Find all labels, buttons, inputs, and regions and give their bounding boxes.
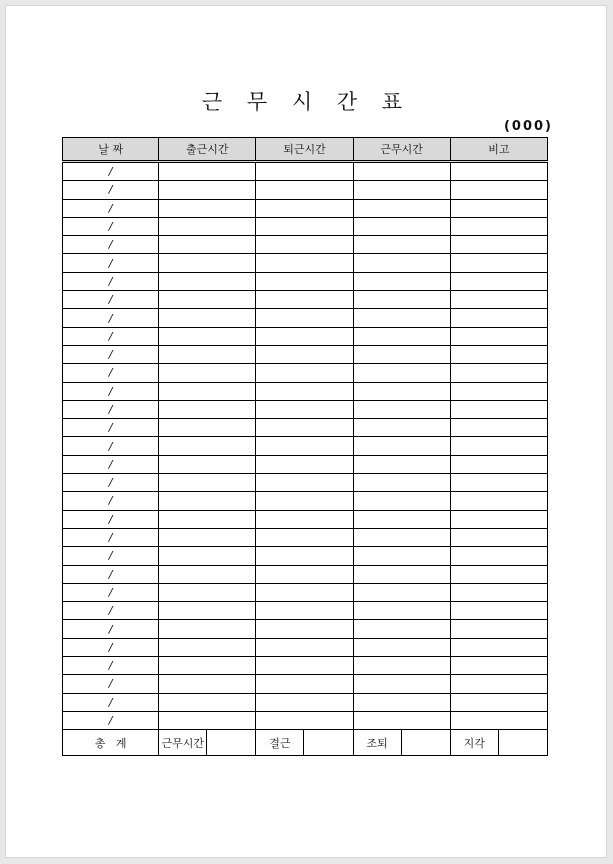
clock-in-cell[interactable] <box>159 199 256 217</box>
footer-row <box>63 730 548 756</box>
clock-in-cell[interactable] <box>159 309 256 327</box>
date-cell[interactable]: / <box>63 583 159 601</box>
clock-out-cell[interactable] <box>256 382 353 400</box>
date-cell[interactable]: / <box>63 492 159 510</box>
header-work-hours: 근무시간 <box>353 138 450 162</box>
remarks-cell[interactable] <box>450 419 547 437</box>
remarks-cell[interactable] <box>450 199 547 217</box>
header-clock-in: 출근시간 <box>159 138 256 162</box>
work-hours-cell[interactable] <box>353 711 450 729</box>
clock-out-cell[interactable] <box>256 675 353 693</box>
date-cell[interactable]: / <box>63 528 159 546</box>
work-hours-cell[interactable] <box>353 291 450 309</box>
clock-out-cell[interactable] <box>256 711 353 729</box>
remarks-cell[interactable] <box>450 547 547 565</box>
remarks-cell[interactable] <box>450 309 547 327</box>
clock-out-cell[interactable] <box>256 620 353 638</box>
table-row <box>63 419 548 437</box>
date-cell[interactable]: / <box>63 199 159 217</box>
remarks-cell[interactable] <box>450 602 547 620</box>
table-row <box>63 199 548 217</box>
remarks-cell[interactable] <box>450 400 547 418</box>
clock-in-cell[interactable] <box>159 583 256 601</box>
date-cell[interactable]: / <box>63 309 159 327</box>
work-hours-cell[interactable] <box>353 437 450 455</box>
footer-absence-value[interactable] <box>304 730 353 756</box>
work-hours-cell[interactable] <box>353 547 450 565</box>
date-cell[interactable]: / <box>63 217 159 235</box>
remarks-cell[interactable] <box>450 236 547 254</box>
table-row <box>63 327 548 345</box>
work-hours-cell[interactable] <box>353 327 450 345</box>
clock-in-cell[interactable] <box>159 327 256 345</box>
remarks-cell[interactable] <box>450 455 547 473</box>
table-row <box>63 711 548 729</box>
date-cell[interactable]: / <box>63 675 159 693</box>
clock-in-cell[interactable] <box>159 400 256 418</box>
remarks-cell[interactable] <box>450 657 547 675</box>
table-row <box>63 693 548 711</box>
date-cell[interactable]: / <box>63 419 159 437</box>
table-row <box>63 181 548 199</box>
table-row <box>63 657 548 675</box>
work-hours-cell[interactable] <box>353 364 450 382</box>
table-row <box>63 400 548 418</box>
clock-in-cell[interactable] <box>159 474 256 492</box>
clock-in-cell[interactable] <box>159 382 256 400</box>
remarks-cell[interactable] <box>450 510 547 528</box>
clock-in-cell[interactable] <box>159 254 256 272</box>
clock-in-cell[interactable] <box>159 236 256 254</box>
footer-early-leave-label: 조퇴 <box>353 730 401 756</box>
table-row <box>63 309 548 327</box>
table-row <box>63 583 548 601</box>
clock-out-cell[interactable] <box>256 400 353 418</box>
clock-out-cell[interactable] <box>256 547 353 565</box>
date-cell[interactable]: / <box>63 602 159 620</box>
table-row <box>63 620 548 638</box>
clock-out-cell[interactable] <box>256 181 353 199</box>
work-hours-cell[interactable] <box>353 272 450 290</box>
date-cell[interactable]: / <box>63 236 159 254</box>
date-cell[interactable]: / <box>63 437 159 455</box>
clock-out-cell[interactable] <box>256 309 353 327</box>
clock-in-cell[interactable] <box>159 510 256 528</box>
clock-out-cell[interactable] <box>256 638 353 656</box>
remarks-cell[interactable] <box>450 711 547 729</box>
table-row <box>63 291 548 309</box>
table-row <box>63 675 548 693</box>
table-row <box>63 474 548 492</box>
table-row <box>63 217 548 235</box>
clock-in-cell[interactable] <box>159 437 256 455</box>
date-cell[interactable]: / <box>63 510 159 528</box>
date-cell[interactable]: / <box>63 547 159 565</box>
clock-out-cell[interactable] <box>256 199 353 217</box>
table-row <box>63 254 548 272</box>
date-cell[interactable]: / <box>63 638 159 656</box>
clock-in-cell[interactable] <box>159 693 256 711</box>
work-hours-cell[interactable] <box>353 602 450 620</box>
clock-out-cell[interactable] <box>256 510 353 528</box>
remarks-cell[interactable] <box>450 675 547 693</box>
remarks-cell[interactable] <box>450 528 547 546</box>
work-hours-cell[interactable] <box>353 199 450 217</box>
footer-absence-label: 결근 <box>256 730 304 756</box>
date-cell[interactable]: / <box>63 327 159 345</box>
remarks-cell[interactable] <box>450 382 547 400</box>
work-hours-cell[interactable] <box>353 382 450 400</box>
work-hours-cell[interactable] <box>353 510 450 528</box>
clock-in-cell[interactable] <box>159 528 256 546</box>
work-hours-cell[interactable] <box>353 236 450 254</box>
table-row <box>63 236 548 254</box>
date-cell[interactable]: / <box>63 455 159 473</box>
clock-out-cell[interactable] <box>256 437 353 455</box>
page-title: 근 무 시 간 표 <box>201 90 412 114</box>
clock-out-cell[interactable] <box>256 565 353 583</box>
footer-late-label: 지각 <box>450 730 498 756</box>
work-hours-cell[interactable] <box>353 254 450 272</box>
table-row <box>63 638 548 656</box>
clock-in-cell[interactable] <box>159 291 256 309</box>
clock-in-cell[interactable] <box>159 181 256 199</box>
clock-in-cell[interactable] <box>159 547 256 565</box>
clock-in-cell[interactable] <box>159 492 256 510</box>
remarks-cell[interactable] <box>450 291 547 309</box>
work-hours-cell[interactable] <box>353 419 450 437</box>
header-date: 날 짜 <box>63 138 159 162</box>
remarks-cell[interactable] <box>450 181 547 199</box>
remarks-cell[interactable] <box>450 565 547 583</box>
clock-out-cell[interactable] <box>256 345 353 363</box>
remarks-cell[interactable] <box>450 437 547 455</box>
date-cell[interactable]: / <box>63 657 159 675</box>
table-row <box>63 162 548 181</box>
clock-out-cell[interactable] <box>256 602 353 620</box>
table-row <box>63 345 548 363</box>
work-hours-cell[interactable] <box>353 181 450 199</box>
footer-late-value[interactable] <box>498 730 547 756</box>
table-row <box>63 565 548 583</box>
clock-in-cell[interactable] <box>159 455 256 473</box>
clock-out-cell[interactable] <box>256 364 353 382</box>
date-cell[interactable]: / <box>63 272 159 290</box>
clock-out-cell[interactable] <box>256 419 353 437</box>
table-row <box>63 510 548 528</box>
remarks-cell[interactable] <box>450 492 547 510</box>
clock-in-cell[interactable] <box>159 565 256 583</box>
remarks-cell[interactable] <box>450 474 547 492</box>
date-cell[interactable]: / <box>63 382 159 400</box>
work-hours-cell[interactable] <box>353 309 450 327</box>
clock-out-cell[interactable] <box>256 291 353 309</box>
clock-out-cell[interactable] <box>256 583 353 601</box>
clock-in-cell[interactable] <box>159 711 256 729</box>
work-hours-cell[interactable] <box>353 657 450 675</box>
remarks-cell[interactable] <box>450 327 547 345</box>
work-hours-cell[interactable] <box>353 620 450 638</box>
footer-work-hours-label: 근무시간 <box>159 730 207 756</box>
clock-out-cell[interactable] <box>256 327 353 345</box>
clock-in-cell[interactable] <box>159 620 256 638</box>
table-row <box>63 547 548 565</box>
work-hours-cell[interactable] <box>353 638 450 656</box>
date-cell[interactable]: / <box>63 400 159 418</box>
remarks-cell[interactable] <box>450 345 547 363</box>
date-cell[interactable]: / <box>63 162 159 181</box>
work-hours-cell[interactable] <box>353 474 450 492</box>
table-row <box>63 455 548 473</box>
remarks-cell[interactable] <box>450 638 547 656</box>
footer-total-label: 총 계 <box>63 730 159 756</box>
work-hours-cell[interactable] <box>353 528 450 546</box>
clock-in-cell[interactable] <box>159 419 256 437</box>
clock-out-cell[interactable] <box>256 455 353 473</box>
document-code: (000) <box>503 119 553 134</box>
date-cell[interactable]: / <box>63 620 159 638</box>
table-row <box>63 528 548 546</box>
remarks-cell[interactable] <box>450 217 547 235</box>
clock-in-cell[interactable] <box>159 364 256 382</box>
footer-work-hours-value[interactable] <box>207 730 256 756</box>
clock-out-cell[interactable] <box>256 254 353 272</box>
table-row <box>63 492 548 510</box>
work-hours-cell[interactable] <box>353 675 450 693</box>
work-hours-cell[interactable] <box>353 455 450 473</box>
remarks-cell[interactable] <box>450 583 547 601</box>
table-row <box>63 437 548 455</box>
date-cell[interactable]: / <box>63 711 159 729</box>
clock-out-cell[interactable] <box>256 693 353 711</box>
remarks-cell[interactable] <box>450 272 547 290</box>
clock-in-cell[interactable] <box>159 272 256 290</box>
clock-out-cell[interactable] <box>256 162 353 181</box>
date-cell[interactable]: / <box>63 291 159 309</box>
date-cell[interactable]: / <box>63 345 159 363</box>
clock-in-cell[interactable] <box>159 217 256 235</box>
header-row <box>63 138 548 162</box>
table-row <box>63 382 548 400</box>
table-row <box>63 272 548 290</box>
remarks-cell[interactable] <box>450 162 547 181</box>
clock-out-cell[interactable] <box>256 492 353 510</box>
date-cell[interactable]: / <box>63 364 159 382</box>
remarks-cell[interactable] <box>450 620 547 638</box>
work-hours-cell[interactable] <box>353 583 450 601</box>
clock-in-cell[interactable] <box>159 638 256 656</box>
clock-in-cell[interactable] <box>159 657 256 675</box>
date-cell[interactable]: / <box>63 254 159 272</box>
date-cell[interactable]: / <box>63 565 159 583</box>
work-hours-cell[interactable] <box>353 345 450 363</box>
clock-in-cell[interactable] <box>159 602 256 620</box>
header-clock-out: 퇴근시간 <box>256 138 353 162</box>
work-hours-cell[interactable] <box>353 162 450 181</box>
timesheet-table <box>62 137 548 756</box>
work-hours-cell[interactable] <box>353 565 450 583</box>
work-hours-cell[interactable] <box>353 492 450 510</box>
clock-out-cell[interactable] <box>256 528 353 546</box>
work-hours-cell[interactable] <box>353 693 450 711</box>
clock-in-cell[interactable] <box>159 162 256 181</box>
footer-early-leave-value[interactable] <box>401 730 450 756</box>
clock-out-cell[interactable] <box>256 657 353 675</box>
table-row <box>63 602 548 620</box>
table-row <box>63 364 548 382</box>
clock-out-cell[interactable] <box>256 236 353 254</box>
work-hours-cell[interactable] <box>353 217 450 235</box>
clock-out-cell[interactable] <box>256 272 353 290</box>
date-cell[interactable]: / <box>63 474 159 492</box>
date-cell[interactable]: / <box>63 693 159 711</box>
date-cell[interactable]: / <box>63 181 159 199</box>
clock-out-cell[interactable] <box>256 474 353 492</box>
remarks-cell[interactable] <box>450 254 547 272</box>
work-hours-cell[interactable] <box>353 400 450 418</box>
clock-in-cell[interactable] <box>159 675 256 693</box>
remarks-cell[interactable] <box>450 693 547 711</box>
clock-in-cell[interactable] <box>159 345 256 363</box>
remarks-cell[interactable] <box>450 364 547 382</box>
clock-out-cell[interactable] <box>256 217 353 235</box>
header-remarks: 비고 <box>450 138 547 162</box>
